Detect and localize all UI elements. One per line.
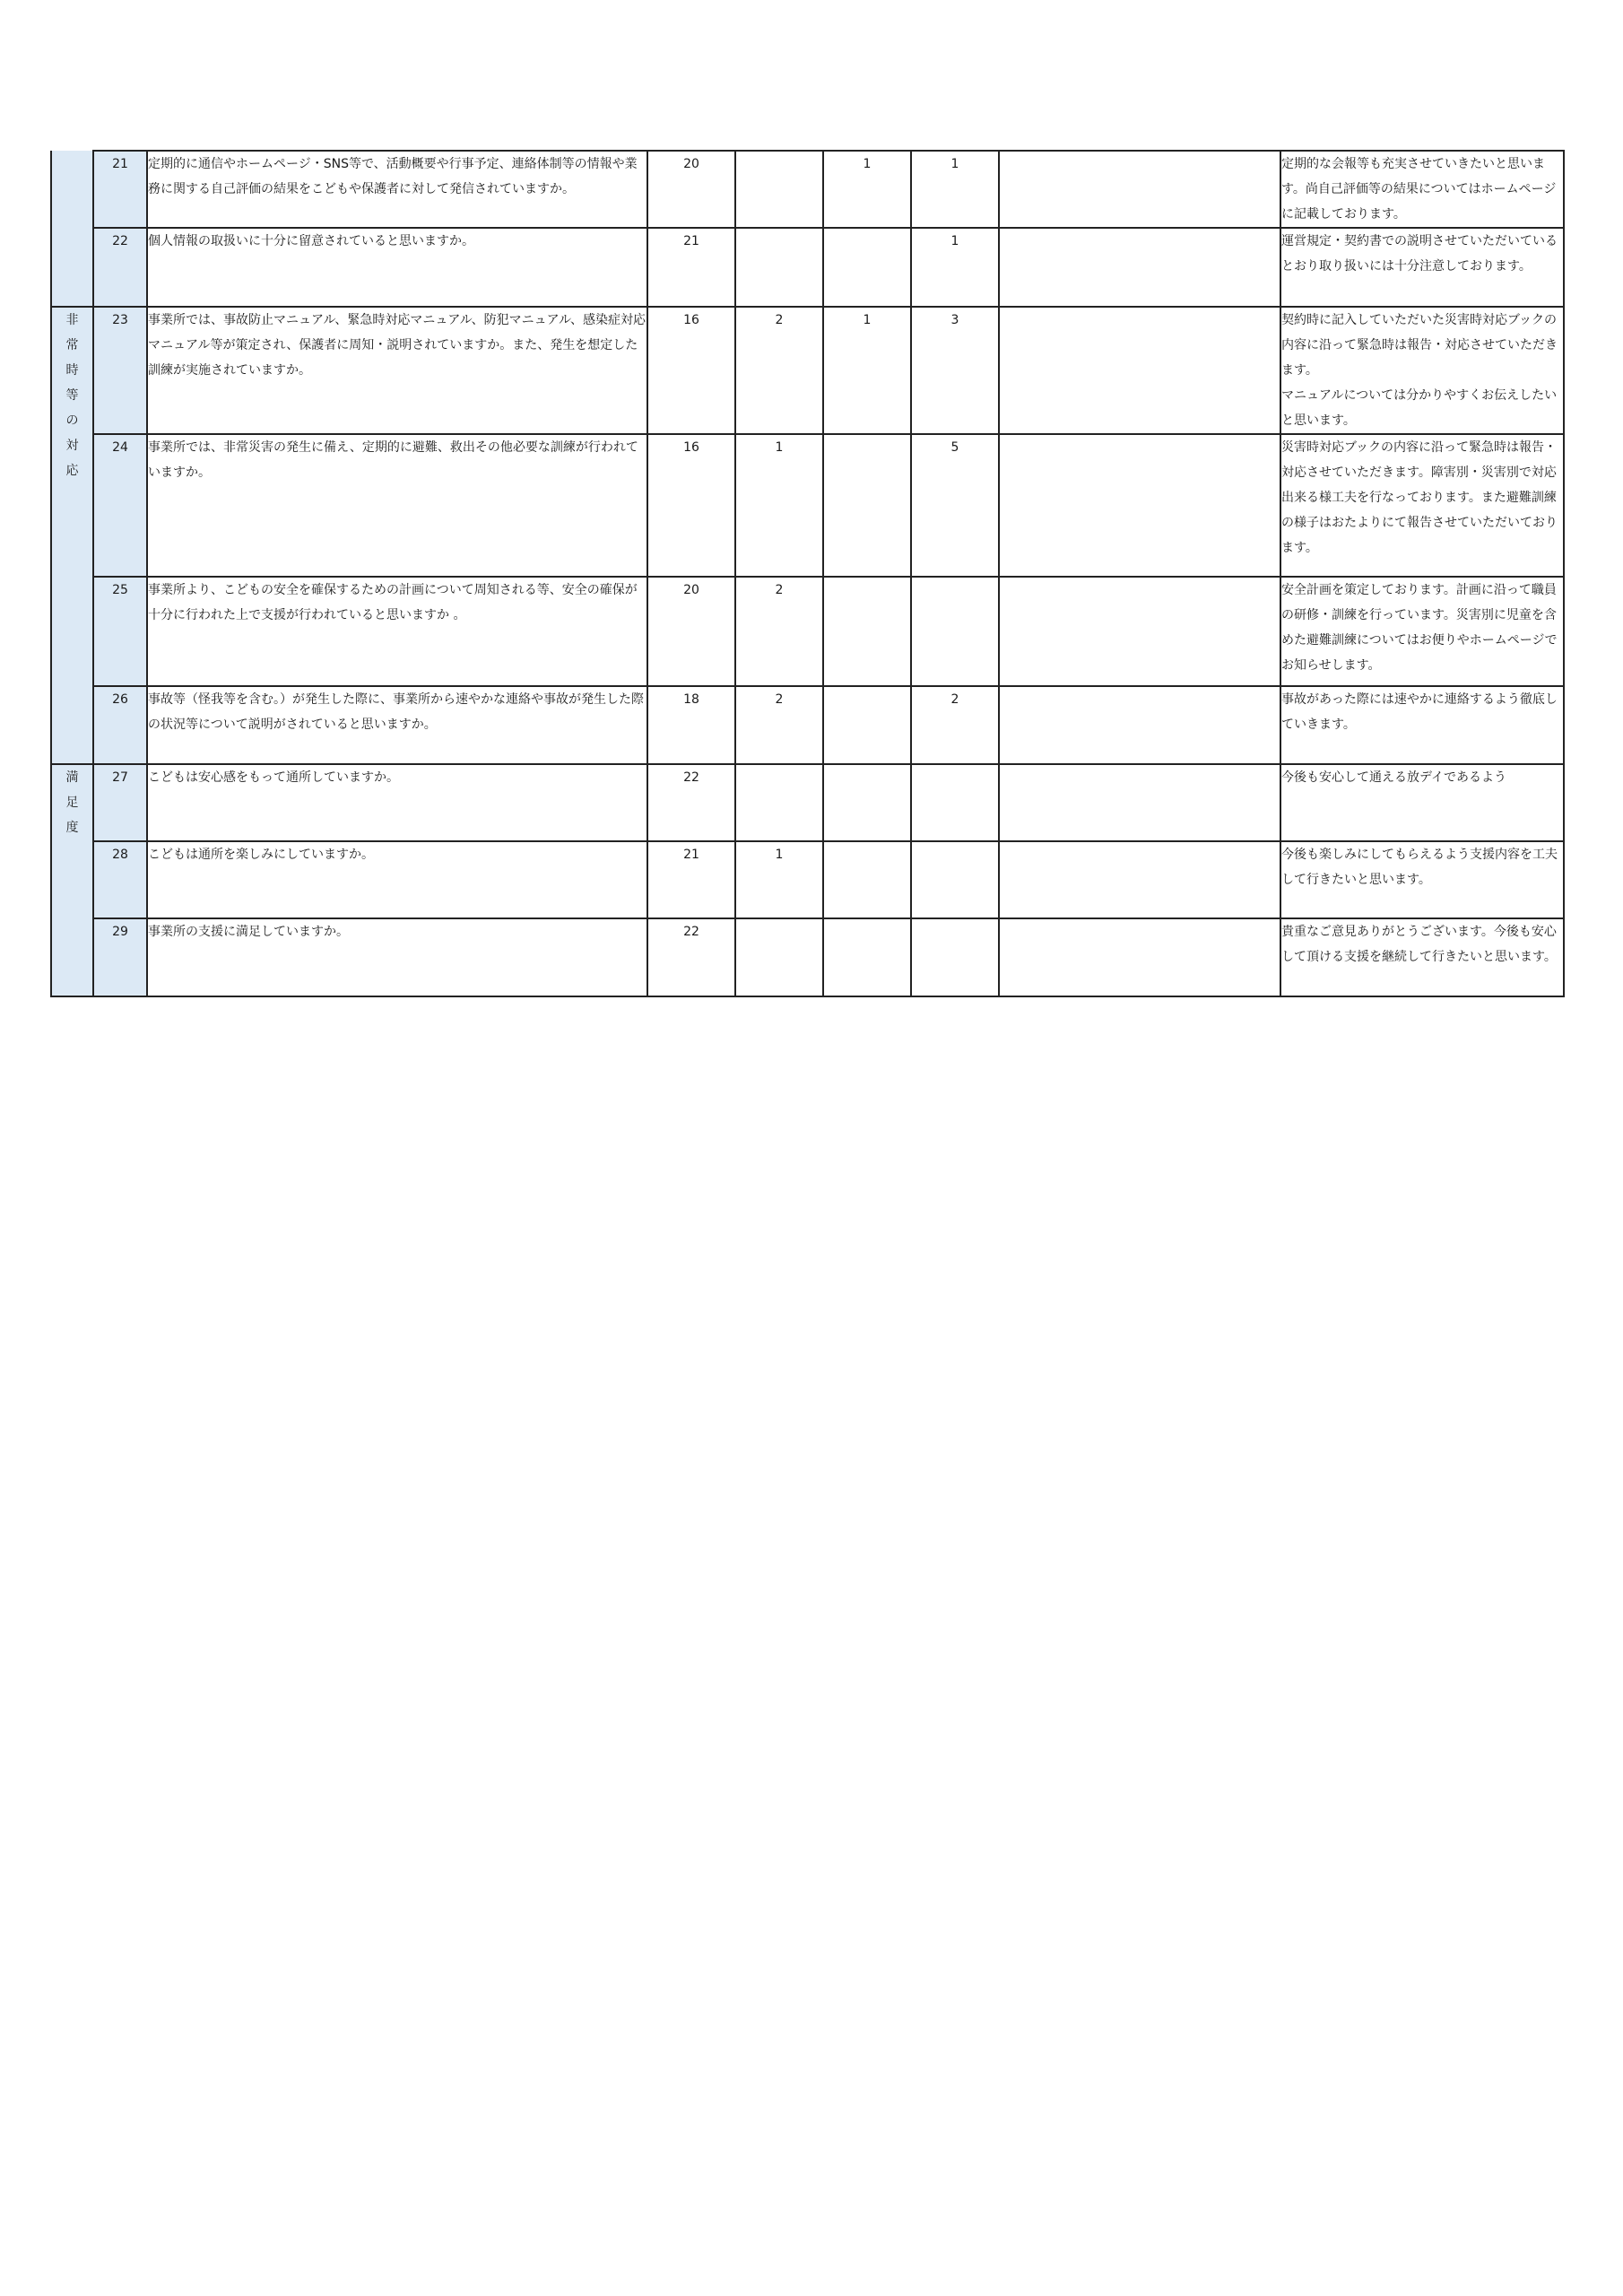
count-somewhat-yes — [735, 918, 823, 996]
parent-comment-cell — [999, 918, 1280, 996]
count-yes: 20 — [647, 151, 735, 228]
question-number: 23 — [93, 307, 147, 434]
question-number: 29 — [93, 918, 147, 996]
count-yes: 21 — [647, 841, 735, 918]
count-no: 1 — [911, 151, 999, 228]
facility-response: 契約時に記入していただいた災害時対応ブックの内容に沿って緊急時は報告・対応させていただきます。 マニュアルについては分かりやすくお伝えしたいと思います。 — [1280, 307, 1564, 434]
count-somewhat-yes: 2 — [735, 577, 823, 686]
question-number: 25 — [93, 577, 147, 686]
table-row — [51, 764, 1564, 841]
count-somewhat-no — [823, 434, 911, 577]
category-emergency-response — [51, 307, 93, 764]
facility-response: 貴重なご意見ありがとうございます。今後も安心して頂ける支援を継続して行きたいと思います。 — [1280, 918, 1564, 996]
category-char: 非 — [65, 313, 79, 327]
facility-response: 今後も楽しみにしてもらえるよう支援内容を工夫して行きたいと思います。 — [1280, 841, 1564, 918]
question-number: 27 — [93, 764, 147, 841]
table-row — [51, 577, 1564, 686]
facility-response: 今後も安心して通える放デイであるよう — [1280, 764, 1564, 841]
count-no: 2 — [911, 686, 999, 764]
count-no: 5 — [911, 434, 999, 577]
facility-response: 運営規定・契約書での説明させていただいているとおり取り扱いには十分注意しております。 — [1280, 228, 1564, 307]
question-number: 24 — [93, 434, 147, 577]
survey-results-table — [50, 150, 1565, 997]
category-char: 等 — [65, 388, 79, 403]
parent-comment-cell — [999, 307, 1280, 434]
count-yes: 21 — [647, 228, 735, 307]
category-char: 常 — [65, 338, 79, 352]
count-somewhat-no — [823, 764, 911, 841]
count-somewhat-yes — [735, 764, 823, 841]
parent-comment-cell — [999, 764, 1280, 841]
count-somewhat-no: 1 — [823, 151, 911, 228]
count-no — [911, 841, 999, 918]
count-somewhat-yes — [735, 228, 823, 307]
category-char: 足 — [65, 796, 79, 810]
count-yes: 18 — [647, 686, 735, 764]
parent-comment-cell — [999, 228, 1280, 307]
question-number: 26 — [93, 686, 147, 764]
facility-response: 災害時対応ブックの内容に沿って緊急時は報告・対応させていただきます。障害別・災害別で対応出来る様工夫を行なっております。また避難訓練の様子はおたよりにて報告させていただいております。 — [1280, 434, 1564, 577]
table-row — [51, 228, 1564, 307]
facility-response: 安全計画を策定しております。計画に沿って職員の研修・訓練を行っています。災害別に児童を含めた避難訓練についてはお便りやホームページでお知らせします。 — [1280, 577, 1564, 686]
parent-comment-cell — [999, 151, 1280, 228]
count-yes: 22 — [647, 764, 735, 841]
table-row — [51, 841, 1564, 918]
question-text: 個人情報の取扱いに十分に留意されていると思いますか。 — [147, 228, 647, 307]
facility-response: 定期的な会報等も充実させていきたいと思います。尚自己評価等の結果についてはホームページに記載しております。 — [1280, 151, 1564, 228]
count-yes: 20 — [647, 577, 735, 686]
category-char: 応 — [65, 464, 79, 478]
category-char: 時 — [65, 363, 79, 378]
count-somewhat-no — [823, 841, 911, 918]
count-somewhat-no — [823, 918, 911, 996]
category-cell-continued — [51, 151, 93, 307]
count-somewhat-no — [823, 686, 911, 764]
table-row — [51, 686, 1564, 764]
count-somewhat-no: 1 — [823, 307, 911, 434]
count-somewhat-yes — [735, 151, 823, 228]
count-no — [911, 918, 999, 996]
table-row — [51, 918, 1564, 996]
parent-comment-cell — [999, 577, 1280, 686]
question-number: 28 — [93, 841, 147, 918]
parent-comment-cell — [999, 686, 1280, 764]
category-char: 満 — [65, 770, 79, 785]
question-text: 事業所の支援に満足していますか。 — [147, 918, 647, 996]
table-row — [51, 151, 1564, 228]
table-row — [51, 434, 1564, 577]
count-somewhat-yes: 2 — [735, 307, 823, 434]
question-text: 事業所では、非常災害の発生に備え、定期的に避難、救出その他必要な訓練が行われていますか。 — [147, 434, 647, 577]
facility-response: 事故があった際には速やかに連絡するよう徹底していきます。 — [1280, 686, 1564, 764]
count-somewhat-no — [823, 577, 911, 686]
question-text: こどもは安心感をもって通所していますか。 — [147, 764, 647, 841]
question-text: こどもは通所を楽しみにしていますか。 — [147, 841, 647, 918]
count-somewhat-yes: 2 — [735, 686, 823, 764]
question-number: 21 — [93, 151, 147, 228]
question-text: 定期的に通信やホームページ・SNS等で、活動概要や行事予定、連絡体制等の情報や業務に関する自己評価の結果をこどもや保護者に対して発信されていますか。 — [147, 151, 647, 228]
table-row — [51, 307, 1564, 434]
count-no — [911, 764, 999, 841]
question-number: 22 — [93, 228, 147, 307]
count-somewhat-no — [823, 228, 911, 307]
count-no: 3 — [911, 307, 999, 434]
count-yes: 16 — [647, 434, 735, 577]
parent-comment-cell — [999, 434, 1280, 577]
question-text: 事故等（怪我等を含む。）が発生した際に、事業所から速やかな連絡や事故が発生した際の状況等について説明がされていると思いますか。 — [147, 686, 647, 764]
count-somewhat-yes: 1 — [735, 841, 823, 918]
category-char: の — [65, 413, 79, 428]
count-yes: 16 — [647, 307, 735, 434]
count-no — [911, 577, 999, 686]
parent-comment-cell — [999, 841, 1280, 918]
category-char: 対 — [65, 439, 79, 453]
question-text: 事業所では、事故防止マニュアル、緊急時対応マニュアル、防犯マニュアル、感染症対応マニュアル等が策定され、保護者に周知・説明されていますか。また、発生を想定した訓練が実施されていますか。 — [147, 307, 647, 434]
count-somewhat-yes: 1 — [735, 434, 823, 577]
category-satisfaction — [51, 764, 93, 996]
count-no: 1 — [911, 228, 999, 307]
count-yes: 22 — [647, 918, 735, 996]
question-text: 事業所より、こどもの安全を確保するための計画について周知される等、安全の確保が十分に行われた上で支援が行われていると思いますか 。 — [147, 577, 647, 686]
category-char: 度 — [65, 821, 79, 835]
